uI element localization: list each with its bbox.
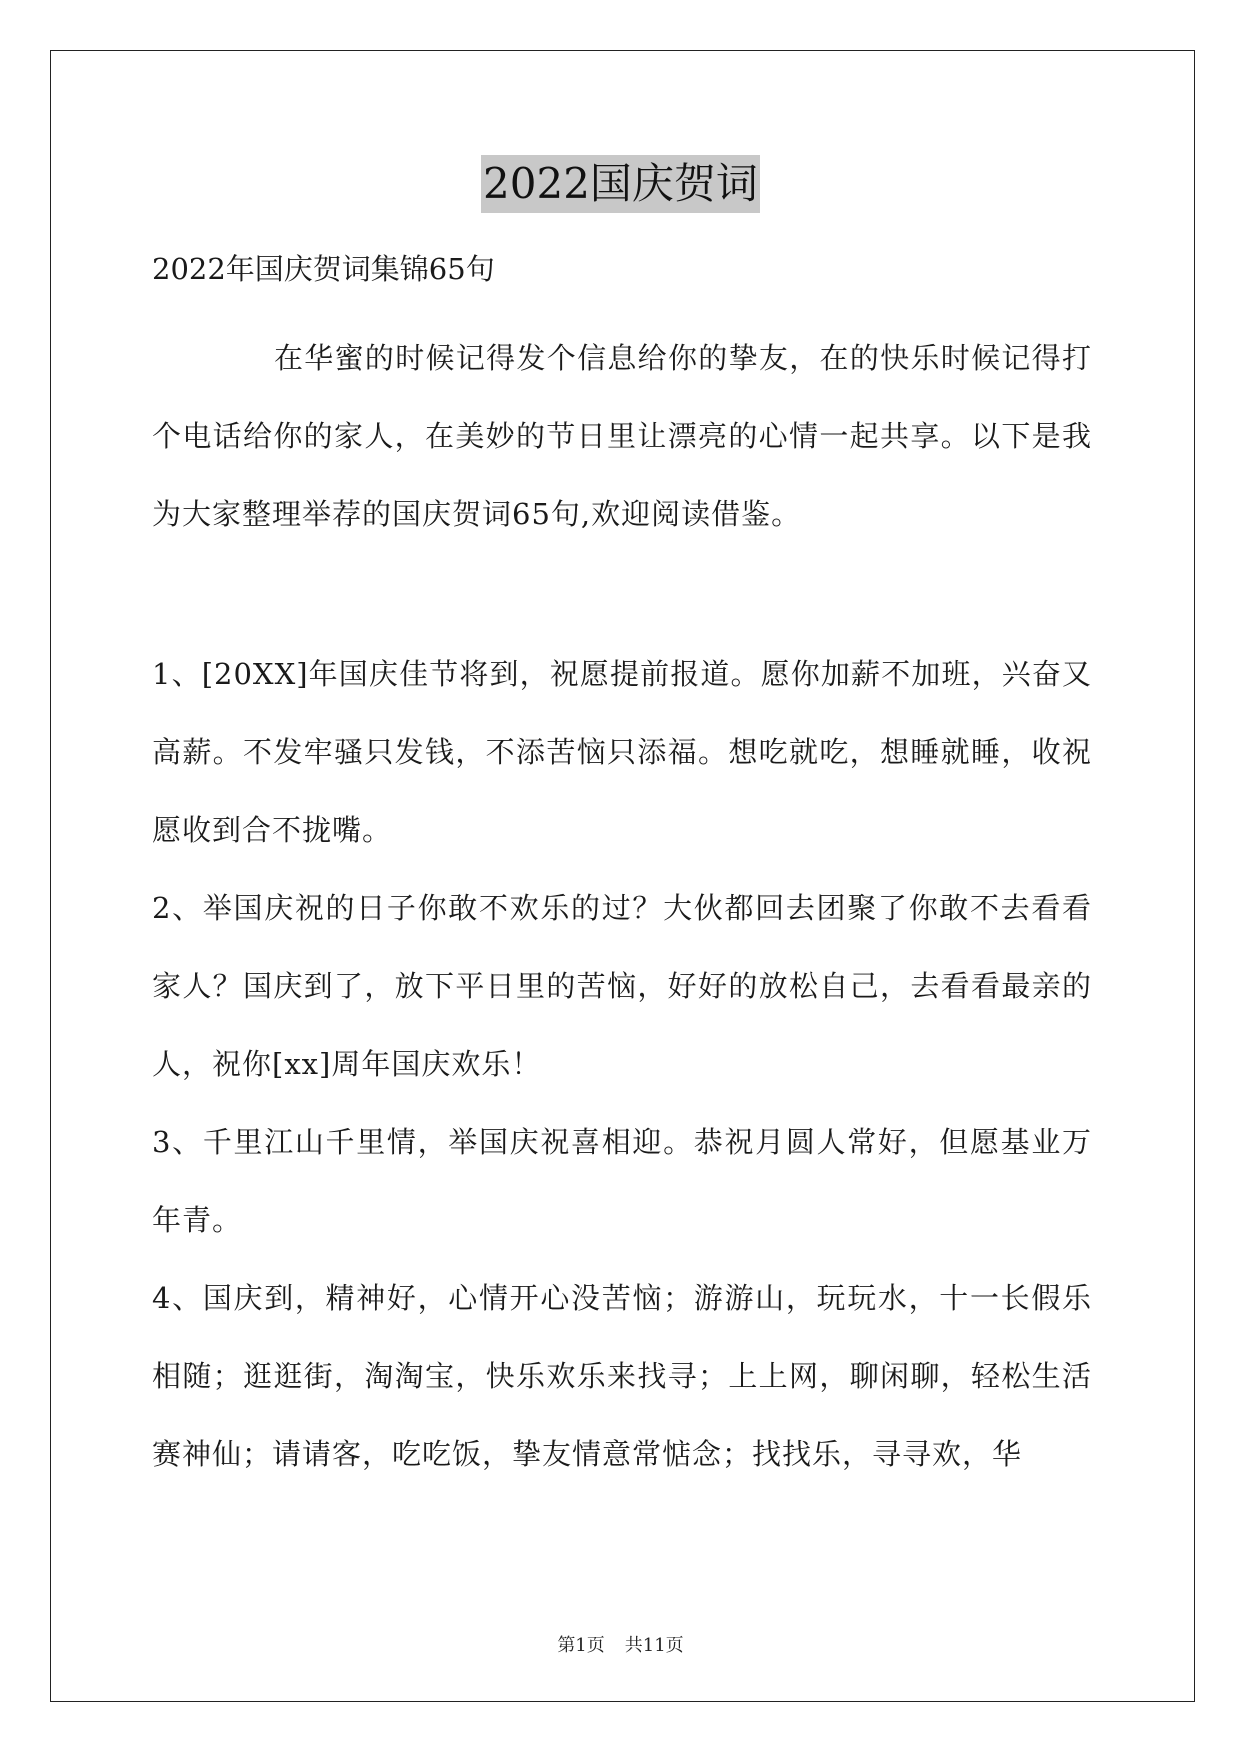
- list-item: 2、举国庆祝的日子你敢不欢乐的过？大伙都回去团聚了你敢不去看看家人？国庆到了，放下平日里的苦恼，好好的放松自己，去看看最亲的人，祝你[xx]周年国庆欢乐！: [152, 891, 1092, 1081]
- intro-paragraph: 在华蜜的时候记得发个信息给你的挚友，在的快乐时候记得打个电话给你的家人，在美妙的节日里让漂亮的心情一起共享。以下是我为大家整理举荐的国庆贺词65句,欢迎阅读借鉴。: [152, 341, 1092, 531]
- page-number: 第1页: [557, 1635, 605, 1656]
- document-title: 2022国庆贺词: [481, 155, 760, 213]
- paragraph-gap: [152, 553, 1092, 635]
- document-body: [152, 250, 1092, 1493]
- title-container: [0, 155, 1241, 213]
- page-footer: [0, 1634, 1241, 1658]
- list-item: 1、[20XX]年国庆佳节将到，祝愿提前报道。愿你加薪不加班，兴奋又高薪。不发牢骚只发钱，不添苦恼只添福。想吃就吃，想睡就睡，收祝愿收到合不拢嘴。: [152, 657, 1092, 847]
- page-total: 共11页: [624, 1635, 684, 1656]
- list-item: 4、国庆到，精神好，心情开心没苦恼；游游山，玩玩水，十一长假乐相随；逛逛街，淘淘宝，快乐欢乐来找寻；上上网，聊闲聊，轻松生活赛神仙；请请客，吃吃饭，挚友情意常惦念；找找乐，寻寻欢，华: [152, 1281, 1092, 1471]
- list-item: 3、千里江山千里情，举国庆祝喜相迎。恭祝月圆人常好，但愿基业万年青。: [152, 1125, 1092, 1237]
- document-subtitle: 2022年国庆贺词集锦65句: [152, 252, 495, 286]
